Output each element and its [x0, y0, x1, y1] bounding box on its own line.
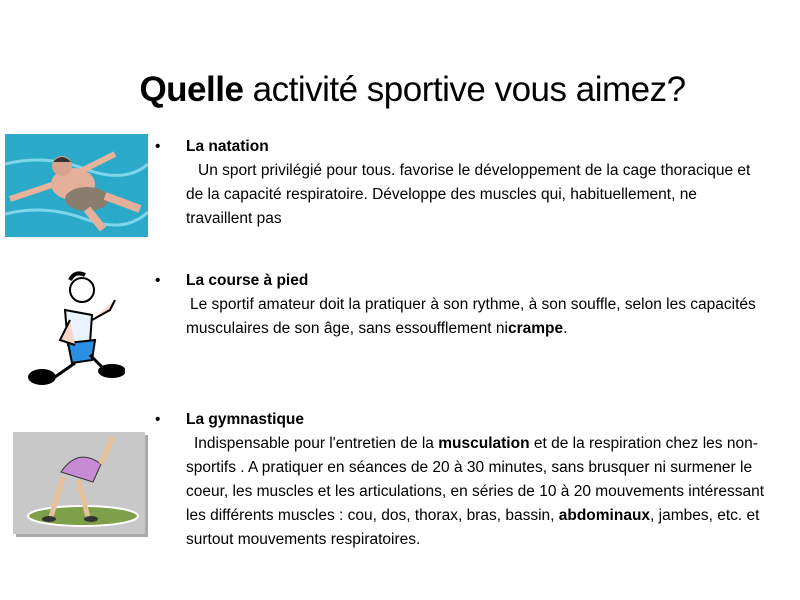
section-course: [155, 269, 765, 341]
text-bold: musculation: [438, 435, 530, 452]
text-bold: crampe: [507, 320, 564, 337]
gymnast-illustration: [13, 432, 148, 538]
text-bold: abdominaux: [558, 507, 651, 524]
section-heading: • La natation: [155, 135, 765, 159]
text-part: Indispensable pour l'entretien de la: [194, 435, 439, 452]
swimmer-photo: [5, 134, 148, 237]
section-heading: • La gymnastique: [155, 408, 765, 432]
runner-illustration: [20, 265, 125, 395]
section-natation: [155, 135, 765, 231]
section-text: [155, 432, 765, 552]
section-text: [155, 293, 765, 341]
text-part: Le sportif amateur doit la pratiquer à son rythme, à son souffle, selon les capacités musculaires de son âge, sans essoufflement ni: [186, 296, 756, 337]
title-bold: Quelle: [139, 70, 244, 109]
text-part: , jambes, etc. et surtout mouvements respiratoires.: [186, 507, 760, 548]
title-rest: activité sportive vous aimez?: [243, 70, 686, 109]
text-part: et de la respiration chez les non-sportifs . A pratiquer en séances de 20 à 30 minutes, sans brusquer ni surmener le coeur, les muscles et les articulations, en séries de 10 à 20 mouvements intéressant les différents muscles : cou, dos, thorax, bras, bassin,: [186, 435, 765, 524]
section-gymnastique: [155, 408, 765, 552]
text-part: .: [563, 320, 568, 337]
section-text: Un sport privilégié pour tous. favorise le développement de la cage thoracique et de la capacité respiratoire. Développe des muscles qui, habituellement, ne travaillent pas: [186, 162, 751, 227]
slide-title: [0, 70, 800, 110]
section-heading: • La course à pied: [155, 269, 765, 293]
